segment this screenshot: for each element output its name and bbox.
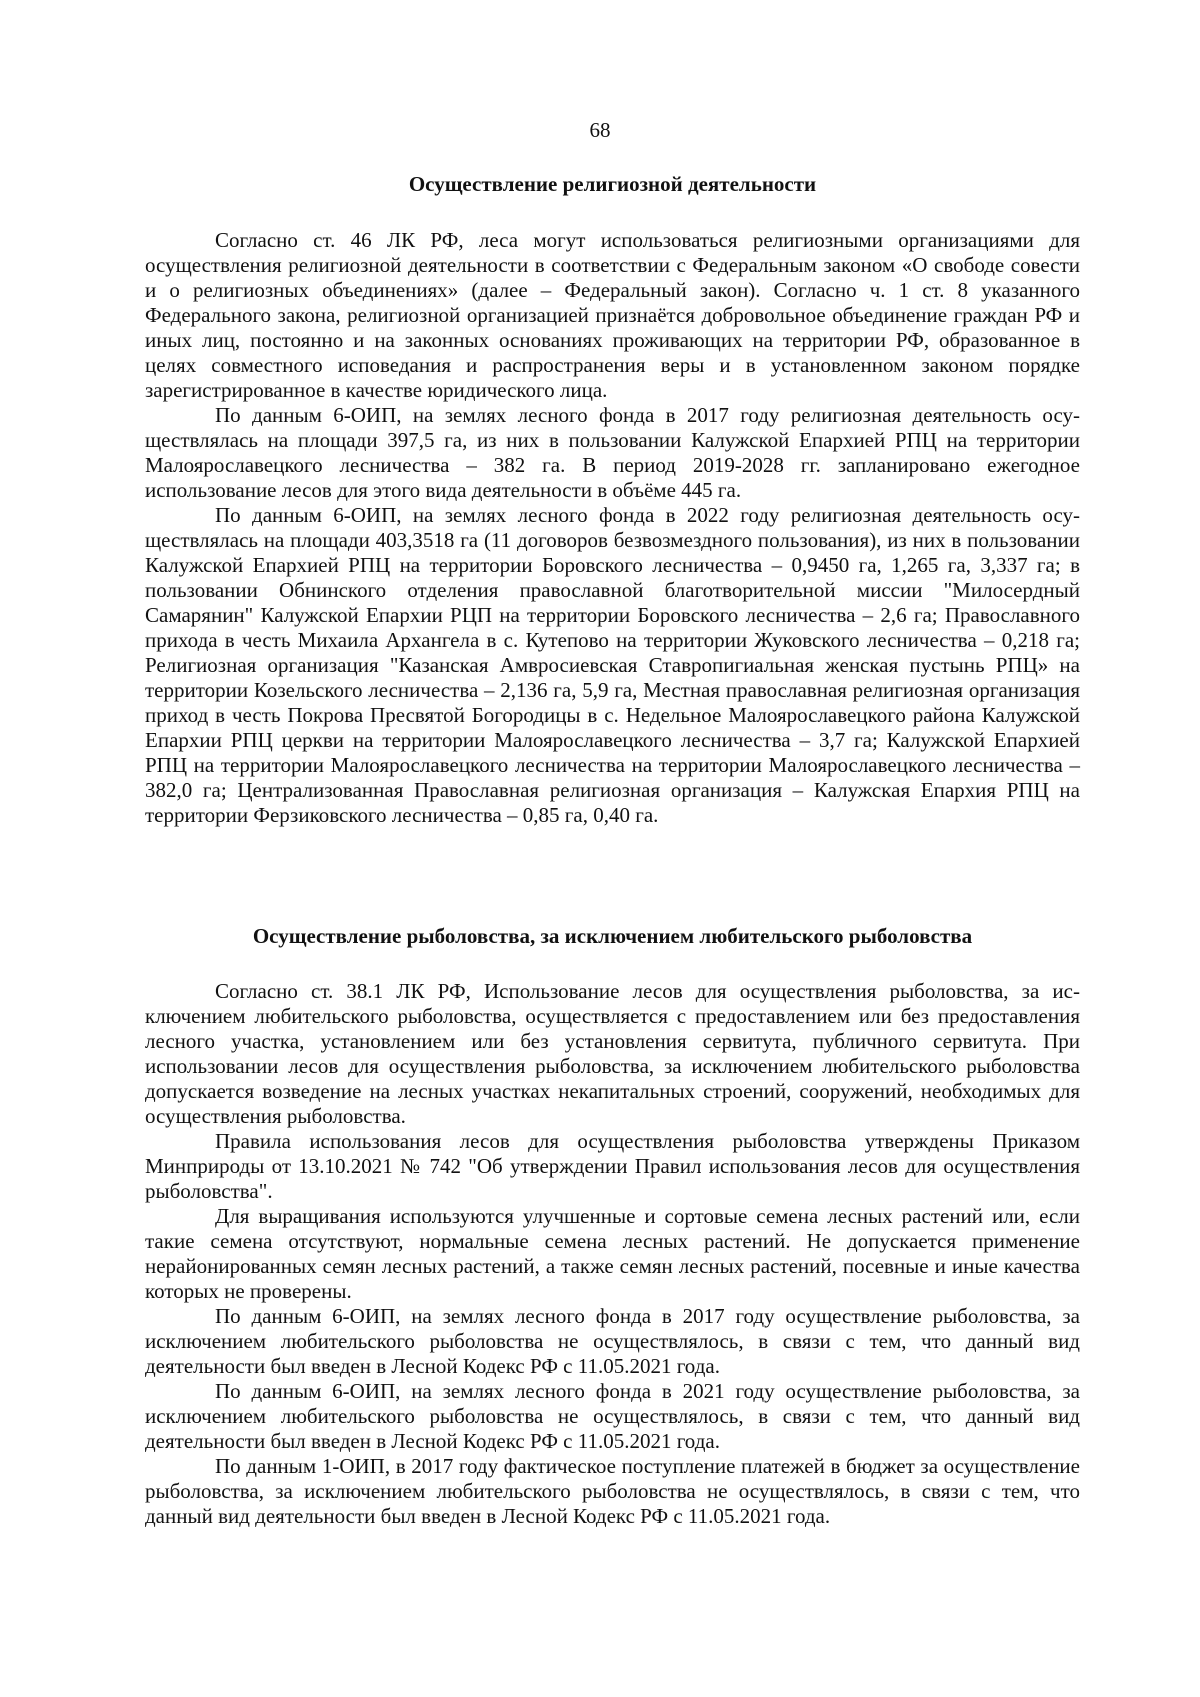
section-fishing-header	[145, 924, 1080, 948]
paragraph: По данным 6-ОИП, на землях лесного фонда в 2017 году осуществление рыболовства, за исключением любительского рыболовства не осуществлялось, в связи с тем, что данный вид деятельности был введен в Лесной Кодекс РФ с 11.05.2021 года.	[145, 1304, 1080, 1378]
section-heading: Осуществление религиозной деятельности	[408, 172, 817, 196]
paragraph: По данным 6-ОИП, на землях лесного фонда в 2017 году религиозная деятельность осуществлялась на площади 397,5 га, из них в пользовании Калужской Епархией РПЦ на территории Малоярославецкого лесничества – 382 га. В период 2019-2028 гг. запланировано ежегодное использование лесов для этого вида деятельности в объёме 445 га.	[145, 403, 1080, 502]
paragraph: Согласно ст. 46 ЛК РФ, леса могут использоваться религиозными организациями для осуществления религиозной деятельности в соответствии с Федеральным законом «О свободе совести и о религиозных объединениях» (далее – Федеральный закон). Согласно ч. 1 ст. 8 указанного Федерального закона, религиозной организацией признаётся добровольное объединение граждан РФ и иных лиц, постоянно и на законных основаниях проживающих на территории РФ, образованное в целях совместного исповедания и распространения веры и в установленном законом порядке зарегистрированное в качестве юридического лица.	[145, 228, 1080, 402]
section-heading: Осуществление рыболовства, за исключением любительского рыболовства	[252, 924, 973, 948]
section-religious-activity-body	[145, 228, 1080, 828]
paragraph: По данным 6-ОИП, на землях лесного фонда в 2021 году осуществление рыболовства, за исключением любительского рыболовства не осуществлялось, в связи с тем, что данный вид деятельности был введен в Лесной Кодекс РФ с 11.05.2021 года.	[145, 1379, 1080, 1453]
page-number: 68	[589, 118, 611, 142]
paragraph: Для выращивания используются улучшенные и сортовые семена лесных растений или, если такие семена отсутствуют, нормальные семена лесных растений. Не допускается применение нерайонированных семян лесных растений, а также семян лесных растений, посевные и иные качества которых не проверены.	[145, 1204, 1080, 1303]
paragraph: Согласно ст. 38.1 ЛК РФ, Использование лесов для осуществления рыболовства, за исключением любительского рыболовства, осуществляется с предоставлением или без предоставления лесного участка, установлением или без установления сервитута, публичного сервитута. При использовании лесов для осуществления рыболовства, за исключением любительского рыболовства допускается возведение на лесных участках некапитальных строений, сооружений, необходимых для осуществления рыболовства.	[145, 979, 1080, 1128]
section-religious-activity-header	[145, 172, 1080, 196]
paragraph: По данным 6-ОИП, на землях лесного фонда в 2022 году религиозная деятельность осуществлялась на площади 403,3518 га (11 договоров безвозмездного пользования), из них в пользовании Калужской Епархией РПЦ на территории Боровского лесничества – 0,9450 га, 1,265 га, 3,337 га; в пользовании Обнинского отделения православной благотворительной миссии "Милосердный Самарянин" Калужской Епархии РЦП на территории Боровского лесничества – 2,6 га; Православного прихода в честь Михаила Архангела в с. Кутепово на территории Жуковского лесничества – 0,218 га; Религиозная организация "Казанская Амвросиевская Ставропигиальная женская пустынь РПЦ» на территории Козельского лесничества – 2,136 га, 5,9 га, Местная православная религиозная организация приход в честь Покрова Пресвятой Богородицы в с. Недельное Малоярославецкого района Калужской Епархии РПЦ церкви на территории Малоярославецкого лесничества – 3,7 га; Калужской Епархией РПЦ на территории Малоярославецкого лесничества на территории Малоярославецкого лесничества – 382,0 га; Централизованная Православная религиозная организация – Калужская Епархия РПЦ на территории Ферзиковского лесничества – 0,85 га, 0,40 га.	[145, 503, 1080, 827]
paragraph: Правила использования лесов для осуществления рыболовства утверждены Приказом Минприроды от 13.10.2021 № 742 "Об утверждении Правил использования лесов для осуществления рыболовства".	[145, 1129, 1080, 1203]
section-fishing-body	[145, 979, 1080, 1529]
paragraph: По данным 1-ОИП, в 2017 году фактическое поступление платежей в бюджет за осуществление рыболовства, за исключением любительского рыболовства не осуществлялось, в связи с тем, что данный вид деятельности был введен в Лесной Кодекс РФ с 11.05.2021 года.	[145, 1454, 1080, 1528]
